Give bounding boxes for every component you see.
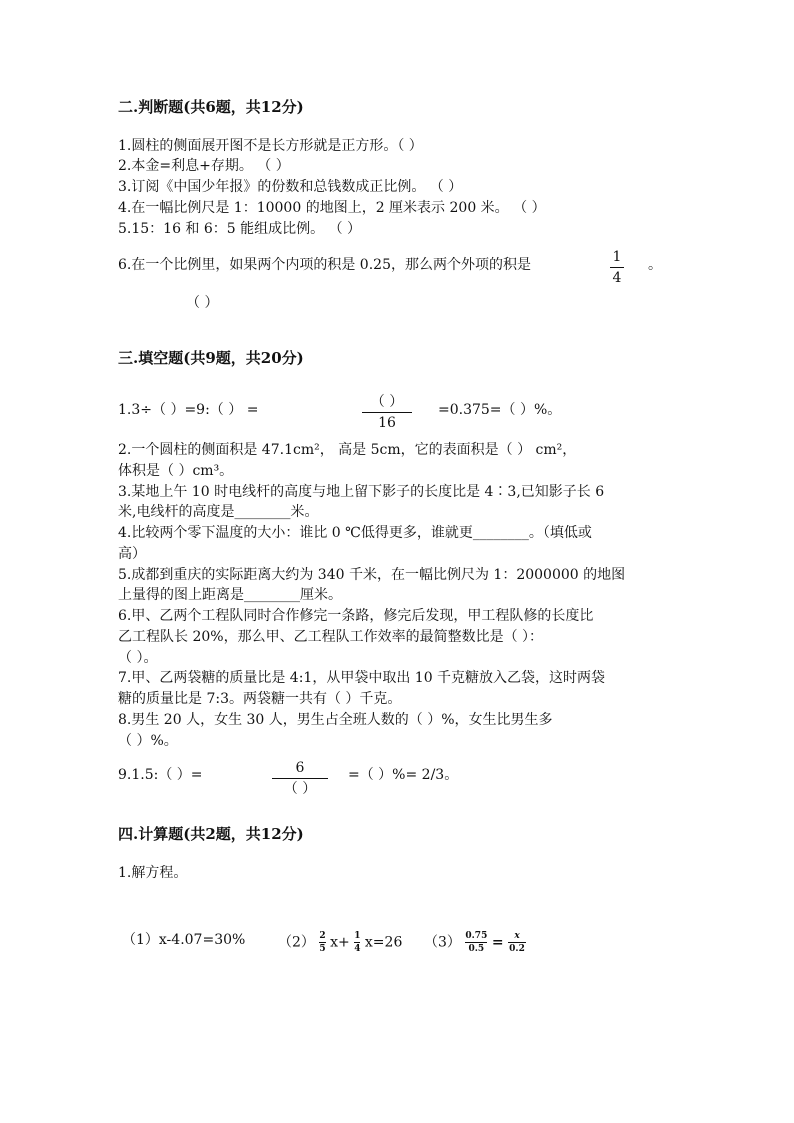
fraction-numerator: 1 [612, 249, 622, 265]
fraction-numerator: 0.75 [465, 931, 488, 941]
question-2-3: 3.订阅《中国少年报》的份数和总钱数成正比例。 （ ） [118, 179, 463, 195]
fraction-bar [465, 942, 487, 943]
question-3-1-right: =0.375=（ ）%。 [438, 402, 562, 418]
fraction-bar [508, 942, 526, 943]
fraction-numerator: 6 [295, 760, 305, 776]
question-3-5-line1: 5.成都到重庆的实际距离大约为 340 千米，在一幅比例尺为 1：2000000 的地图 [118, 567, 626, 583]
question-3-2-line1: 2.一个圆柱的侧面积是 47.1cm²， 高是 5cm，它的表面积是（ ） cm²， [118, 442, 577, 458]
fraction-denominator: 4 [612, 270, 622, 286]
question-3-8-line1: 8.男生 20 人，女生 30 人，男生占全班人数的（ ）%，女生比男生多 [118, 712, 553, 728]
fraction-denominator: 5 [319, 944, 326, 954]
fraction-numerator: 2 [319, 931, 326, 941]
question-3-4-line2: 高） [118, 546, 146, 562]
fraction-x-over-02 [508, 931, 526, 954]
question-3-6-line2: 乙工程队长 20%，那么甲、乙工程队工作效率的最简整数比是（ ）： [118, 629, 544, 645]
question-3-9-right: =（ ）%= 2/3。 [348, 767, 459, 783]
equation-2 [278, 931, 402, 954]
question-4-1: 1.解方程。 [118, 865, 188, 881]
question-3-6-line3: （ ）。 [118, 650, 158, 666]
fraction-bar [610, 267, 624, 268]
question-3-3-line2: 米,电线杆的高度是________米。 [118, 504, 319, 520]
question-3-2-line2: 体积是（ ）cm³。 [118, 463, 234, 479]
fraction-numerator: 1 [354, 931, 361, 941]
question-3-4-line1: 4.比较两个零下温度的大小：谁比 0 ℃低得更多，谁就更________。（填低或 [118, 525, 592, 541]
fraction-one-quarter [610, 249, 624, 286]
question-3-9-left: 9.1.5:（ ）= [118, 767, 203, 783]
question-2-6: 6.在一个比例里，如果两个内项的积是 0.25，那么两个外项的积是 [118, 257, 531, 273]
fraction-numerator: x [514, 931, 520, 941]
fraction-bar [354, 942, 360, 943]
fraction-bar [319, 942, 325, 943]
fraction-blank-over-16 [362, 394, 412, 431]
question-3-8-line2: （ ）%。 [118, 733, 178, 749]
fraction-bar [362, 412, 412, 413]
question-3-7-line2: 糖的质量比是 7:3。两袋糖一共有（ ）千克。 [118, 691, 402, 707]
equation-2-suffix: x=26 [364, 934, 403, 951]
equation-3-equals: = [491, 934, 504, 951]
equation-2-middle: x+ [330, 934, 350, 951]
section-3-title: 三.填空题(共9题，共20分) [118, 349, 304, 367]
section-4-title: 四.计算题(共2题，共12分) [118, 825, 304, 843]
question-3-3-line1: 3.某地上午 10 时电线杆的高度与地上留下影子的长度比是 4∶3,已知影子长 6 [118, 484, 605, 500]
section-2-title: 二.判断题(共6题，共12分) [118, 98, 304, 116]
fraction-one-quarter-small [354, 931, 360, 954]
question-2-6-end: 。 [648, 257, 662, 273]
fraction-6-over-blank [272, 760, 328, 797]
question-2-5: 5.15：16 和 6：5 能组成比例。 （ ） [118, 221, 362, 237]
fraction-numerator: （ ） [370, 394, 404, 410]
question-3-7-line1: 7.甲、乙两袋糖的质量比是 4:1，从甲袋中取出 10 千克糖放入乙袋，这时两袋 [118, 670, 606, 686]
fraction-075-over-05 [465, 931, 487, 954]
fraction-denominator: 16 [378, 415, 396, 431]
equation-3-prefix: （3） [424, 934, 461, 951]
equation-3 [424, 931, 526, 954]
fraction-denominator: 0.5 [468, 944, 485, 954]
question-2-6-blank: （ ） [186, 295, 219, 311]
equation-2-prefix: （2） [278, 934, 315, 951]
fraction-bar [272, 778, 328, 779]
question-2-1: 1.圆柱的侧面展开图不是长方形就是正方形。（ ） [118, 138, 423, 154]
fraction-denominator: 4 [354, 944, 361, 954]
fraction-denominator: 0.2 [509, 944, 525, 954]
question-2-2: 2.本金=利息+存期。 （ ） [118, 158, 290, 174]
question-3-6-line1: 6.甲、乙两个工程队同时合作修完一条路，修完后发现，甲工程队修的长度比 [118, 608, 594, 624]
question-3-1-left: 1.3÷（ ）=9:（ ） = [118, 402, 259, 418]
question-3-5-line2: 上量得的图上距离是________厘米。 [118, 587, 342, 603]
fraction-denominator: （ ） [283, 781, 317, 797]
equation-1: （1）x-4.07=30% [122, 932, 246, 948]
fraction-two-fifths [319, 931, 325, 954]
question-2-4: 4.在一幅比例尺是 1：10000 的地图上，2 厘米表示 200 米。 （ ） [118, 200, 546, 216]
